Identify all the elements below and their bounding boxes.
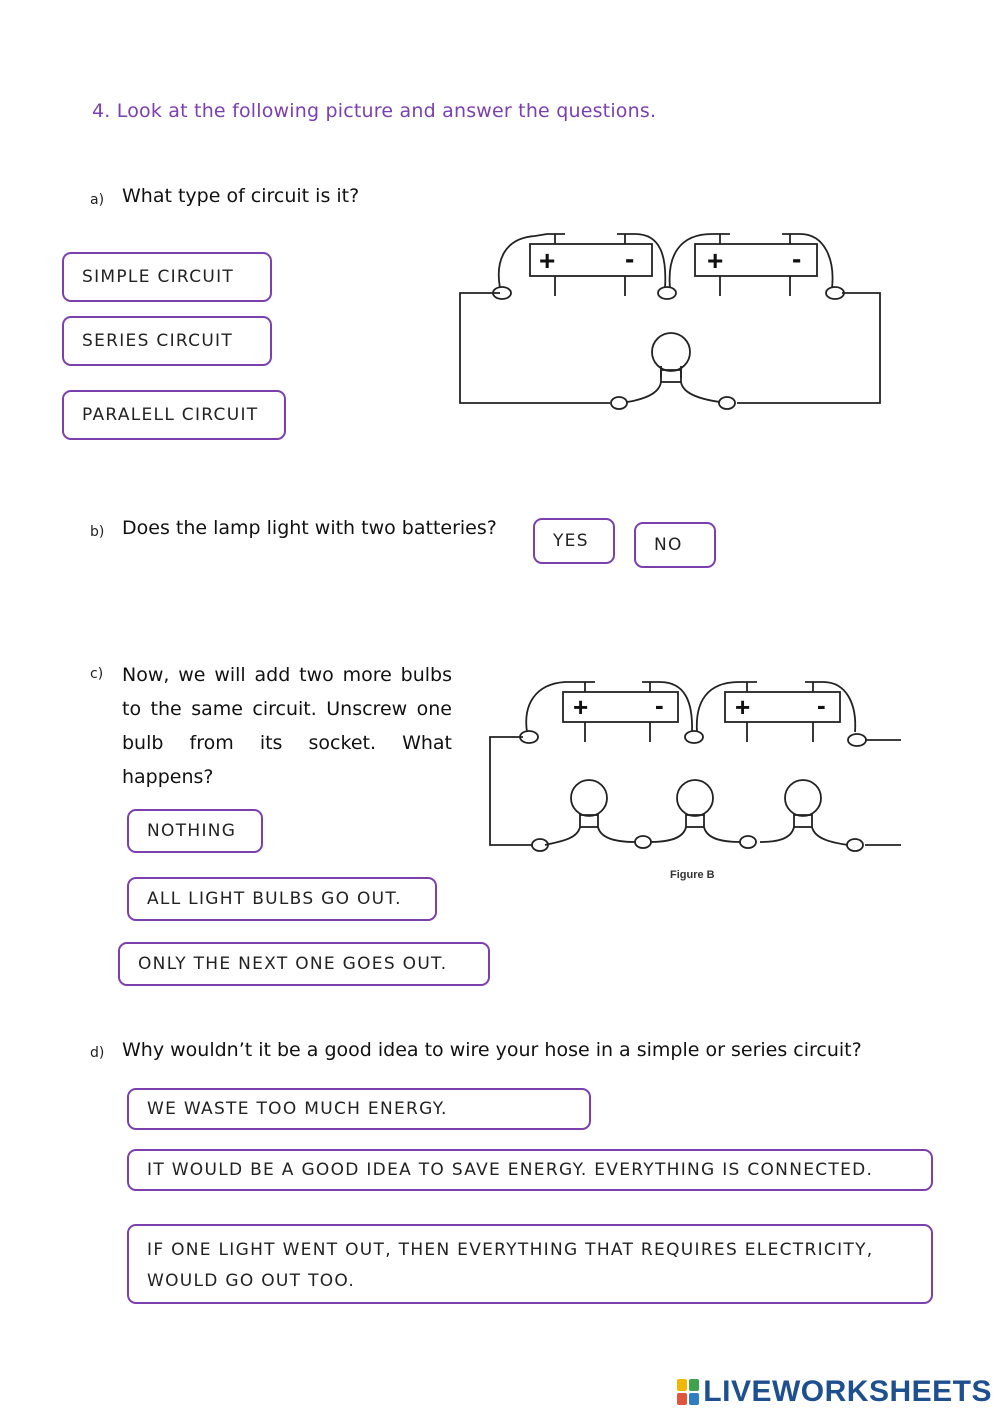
circuit-diagram-a — [455, 220, 890, 415]
battery-a2-plus: + — [707, 245, 724, 276]
question-b-text: Does the lamp light with two batteries? — [122, 517, 497, 539]
question-d-letter: d) — [90, 1045, 105, 1061]
option-yes[interactable]: YES — [533, 518, 615, 564]
option-nothing[interactable]: NOTHING — [127, 809, 263, 853]
battery-a2-minus: - — [792, 243, 802, 274]
liveworksheets-brand — [677, 1375, 992, 1409]
figure-b-caption: Figure B — [670, 869, 715, 881]
option-series-circuit[interactable]: SERIES CIRCUIT — [62, 316, 272, 366]
circuit-diagram-b — [485, 670, 905, 885]
option-everything-goes-out[interactable]: IF ONE LIGHT WENT OUT, THEN EVERYTHING THAT REQUIRES ELECTRICITY, WOULD GO OUT TOO. — [127, 1224, 933, 1304]
option-save-energy[interactable]: IT WOULD BE A GOOD IDEA TO SAVE ENERGY. EVERYTHING IS CONNECTED. — [127, 1149, 933, 1191]
worksheet-title: 4. Look at the following picture and answer the questions. — [92, 100, 657, 122]
battery-a1-plus: + — [539, 245, 556, 276]
question-a-letter: a) — [90, 192, 105, 208]
liveworksheets-logo-icon — [677, 1379, 699, 1405]
battery-a1-minus: - — [625, 243, 635, 274]
battery-b1-minus: - — [655, 690, 664, 720]
battery-b2-minus: - — [817, 690, 826, 720]
battery-b1-plus: + — [573, 692, 589, 722]
option-simple-circuit[interactable]: SIMPLE CIRCUIT — [62, 252, 272, 302]
battery-b2-plus: + — [735, 692, 751, 722]
brand-name: LIVEWORKSHEETS — [703, 1375, 992, 1408]
option-all-bulbs-out[interactable]: ALL LIGHT BULBS GO OUT. — [127, 877, 437, 921]
option-paralell-circuit[interactable]: PARALELL CIRCUIT — [62, 390, 286, 440]
option-waste-energy[interactable]: WE WASTE TOO MUCH ENERGY. — [127, 1088, 591, 1130]
question-a-text: What type of circuit is it? — [122, 185, 360, 207]
question-c-text: Now, we will add two more bulbs to the same circuit. Unscrew one bulb from its socket. What happens? — [122, 664, 452, 788]
option-no[interactable]: NO — [634, 522, 716, 568]
question-b-letter: b) — [90, 524, 105, 540]
question-d-text: Why wouldn’t it be a good idea to wire your hose in a simple or series circuit? — [122, 1039, 862, 1061]
question-c-letter: c) — [90, 666, 104, 682]
option-next-one-out[interactable]: ONLY THE NEXT ONE GOES OUT. — [118, 942, 490, 986]
